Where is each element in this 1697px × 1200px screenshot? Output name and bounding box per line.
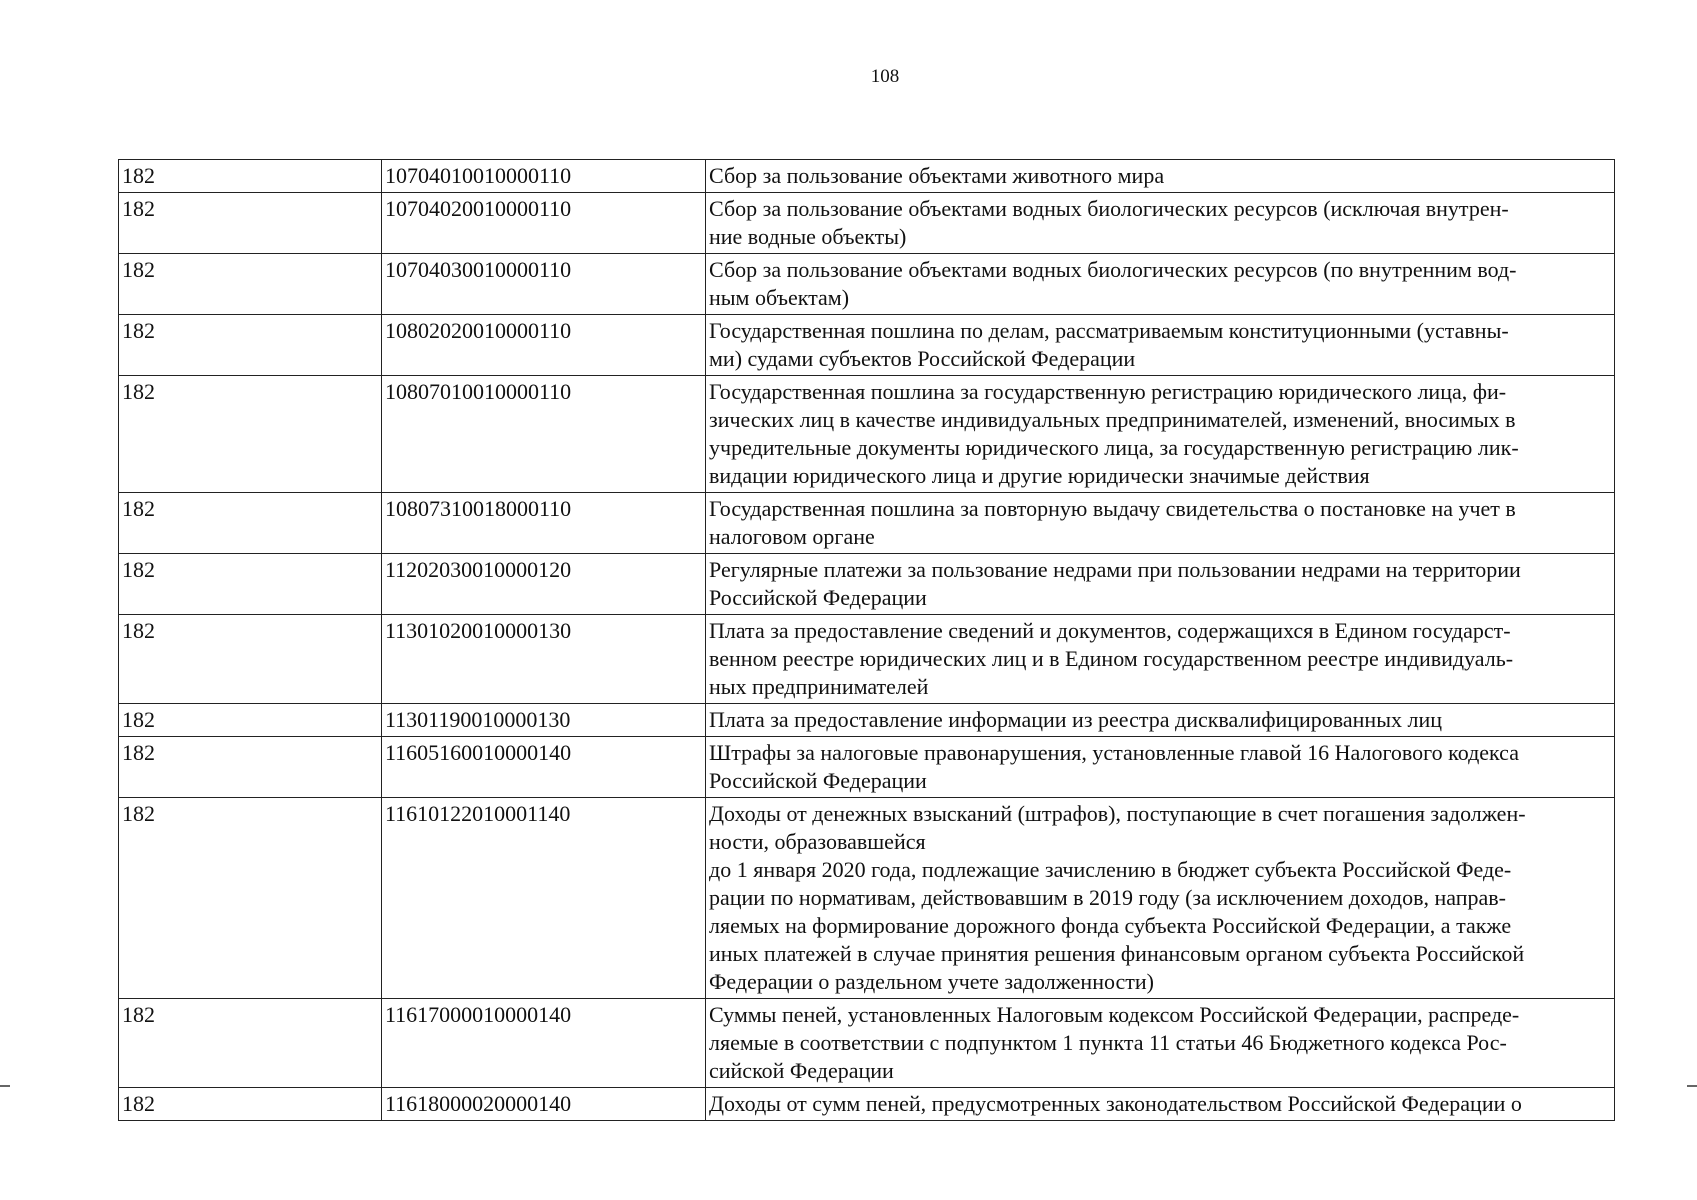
admin-code-cell: 182 (119, 615, 382, 704)
budget-code-cell: 11301020010000130 (382, 615, 706, 704)
page-number: 108 (870, 66, 900, 87)
description-cell: Сбор за пользование объектами водных биологических ресурсов (по внутренним вод- ным объектам) (706, 254, 1615, 315)
revenue-codes-table (118, 159, 1615, 1121)
table-row (119, 315, 1615, 376)
admin-code-cell: 182 (119, 254, 382, 315)
admin-code-cell: 182 (119, 704, 382, 737)
scan-edge-mark-left (0, 1085, 10, 1087)
admin-code-cell: 182 (119, 999, 382, 1088)
table-row (119, 798, 1615, 999)
table-row (119, 554, 1615, 615)
table-row (119, 1088, 1615, 1121)
admin-code-cell: 182 (119, 1088, 382, 1121)
description-cell: Доходы от денежных взысканий (штрафов), поступающие в счет погашения задолжен- ности, образовавшейся до 1 января 2020 года, подлежащие зачислению в бюджет субъекта Российской Феде- рации по нормативам, действовавшим в 2019 году (за исключением доходов, направ- ляемых на формирование дорожного фонда субъекта Российской Федерации, а также иных платежей в случае принятия решения финансовым органом субъекта Российской Федерации о раздельном учете задолженности) (706, 798, 1615, 999)
table-row (119, 704, 1615, 737)
table-row (119, 193, 1615, 254)
description-cell: Штрафы за налоговые правонарушения, установленные главой 16 Налогового кодекса Российской Федерации (706, 737, 1615, 798)
table-row (119, 254, 1615, 315)
table-body (119, 160, 1615, 1121)
budget-code-cell: 11610122010001140 (382, 798, 706, 999)
description-cell: Регулярные платежи за пользование недрами при пользовании недрами на территории Российской Федерации (706, 554, 1615, 615)
admin-code-cell: 182 (119, 798, 382, 999)
table-row (119, 376, 1615, 493)
budget-code-cell: 10807310018000110 (382, 493, 706, 554)
budget-code-cell: 11617000010000140 (382, 999, 706, 1088)
budget-code-cell: 11618000020000140 (382, 1088, 706, 1121)
description-cell: Сбор за пользование объектами животного мира (706, 160, 1615, 193)
description-cell: Государственная пошлина по делам, рассматриваемым конституционными (уставны- ми) судами субъектов Российской Федерации (706, 315, 1615, 376)
budget-code-cell: 10704010010000110 (382, 160, 706, 193)
budget-code-cell: 11202030010000120 (382, 554, 706, 615)
budget-code-cell: 10704020010000110 (382, 193, 706, 254)
admin-code-cell: 182 (119, 737, 382, 798)
budget-code-cell: 10802020010000110 (382, 315, 706, 376)
description-cell: Плата за предоставление информации из реестра дисквалифицированных лиц (706, 704, 1615, 737)
budget-code-cell: 11605160010000140 (382, 737, 706, 798)
table-row (119, 160, 1615, 193)
admin-code-cell: 182 (119, 193, 382, 254)
budget-code-cell: 11301190010000130 (382, 704, 706, 737)
admin-code-cell: 182 (119, 554, 382, 615)
admin-code-cell: 182 (119, 315, 382, 376)
description-cell: Государственная пошлина за государственную регистрацию юридического лица, фи- зических лиц в качестве индивидуальных предпринимателей, изменений, вносимых в учредительные документы юридического лица, за государственную регистрацию лик- видации юридического лица и другие юридически значимые действия (706, 376, 1615, 493)
scan-edge-mark-right (1687, 1085, 1697, 1087)
table-row (119, 737, 1615, 798)
table-row (119, 615, 1615, 704)
budget-code-cell: 10807010010000110 (382, 376, 706, 493)
description-cell: Сбор за пользование объектами водных биологических ресурсов (исключая внутрен- ние водные объекты) (706, 193, 1615, 254)
description-cell: Доходы от сумм пеней, предусмотренных законодательством Российской Федерации о (706, 1088, 1615, 1121)
description-cell: Суммы пеней, установленных Налоговым кодексом Российской Федерации, распреде- ляемые в соответствии с подпунктом 1 пункта 11 статьи 46 Бюджетного кодекса Рос- сийской Федерации (706, 999, 1615, 1088)
admin-code-cell: 182 (119, 376, 382, 493)
table-row (119, 493, 1615, 554)
admin-code-cell: 182 (119, 493, 382, 554)
description-cell: Государственная пошлина за повторную выдачу свидетельства о постановке на учет в налоговом органе (706, 493, 1615, 554)
admin-code-cell: 182 (119, 160, 382, 193)
description-cell: Плата за предоставление сведений и документов, содержащихся в Едином государст- венном реестре юридических лиц и в Едином государственном реестре индивидуаль- ных предпринимателей (706, 615, 1615, 704)
table-row (119, 999, 1615, 1088)
budget-code-cell: 10704030010000110 (382, 254, 706, 315)
